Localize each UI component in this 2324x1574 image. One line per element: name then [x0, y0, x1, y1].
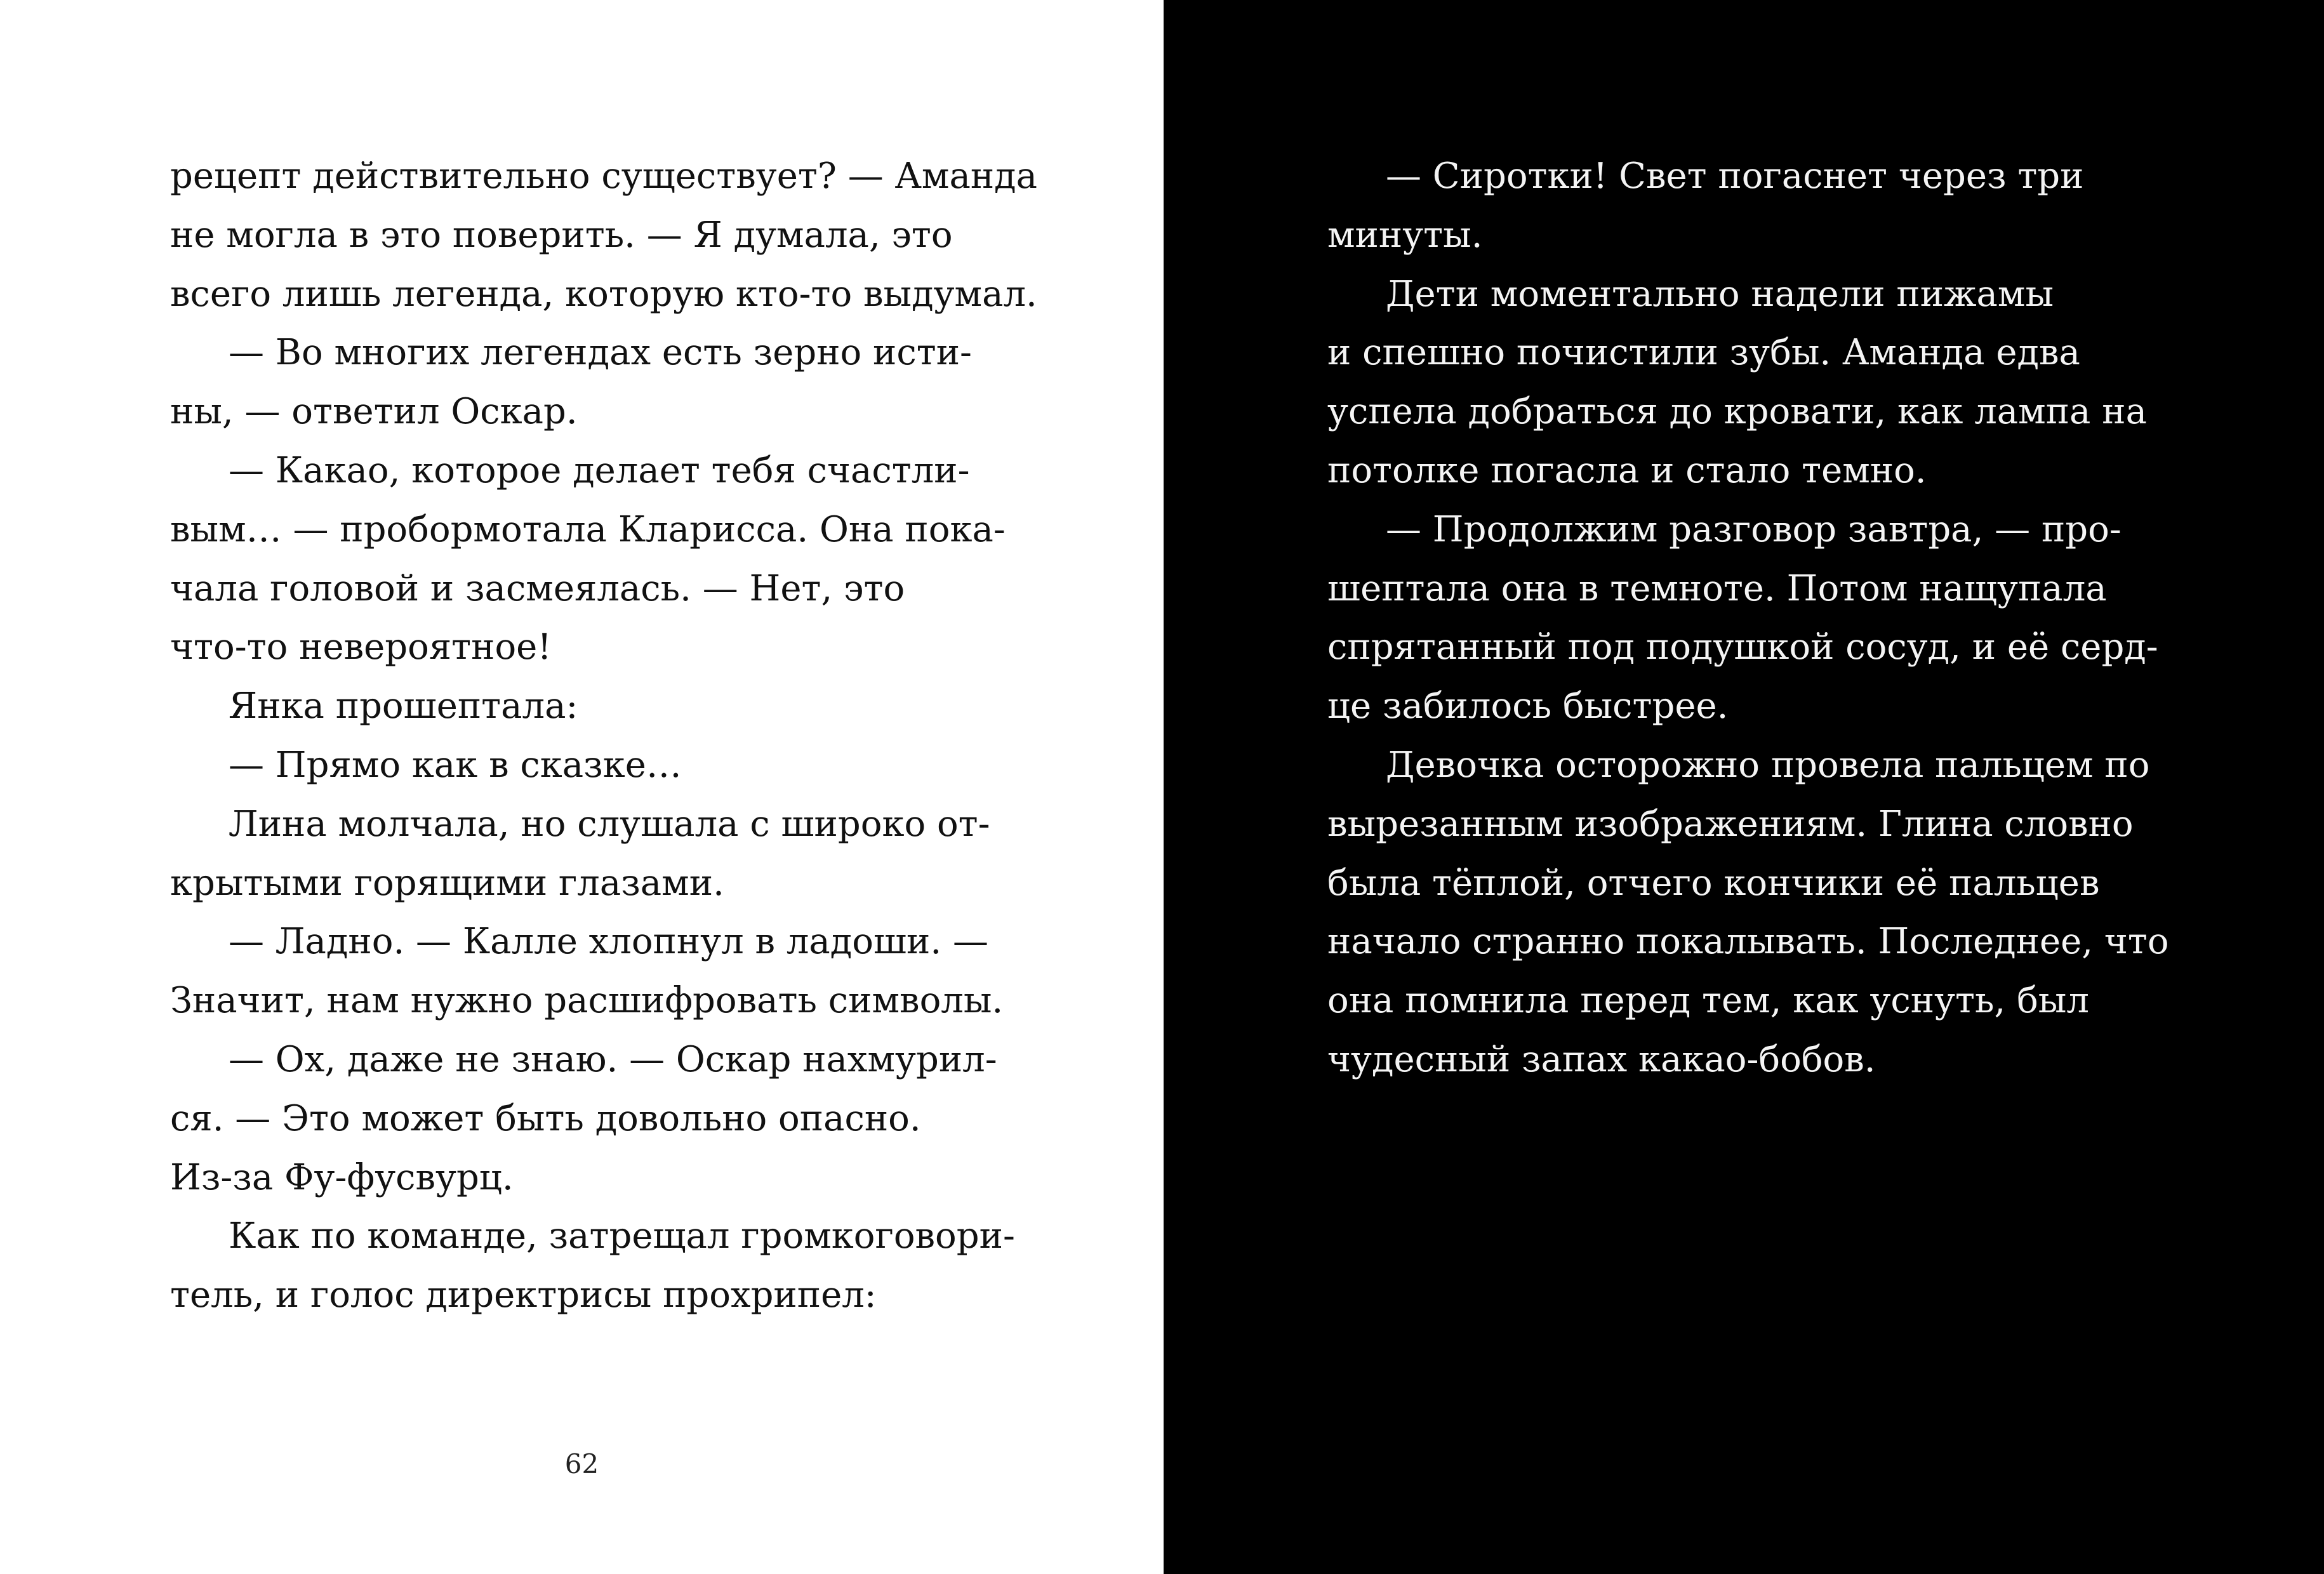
text-line: была тёплой, отчего кончики её пальцев	[1327, 862, 2100, 904]
text-line: минуты.	[1327, 214, 1483, 256]
text-line: тель, и голос директрисы прохрипел:	[170, 1274, 877, 1316]
text-line: ны, — ответил Оскар.	[170, 391, 578, 433]
text-line: Лина молчала, но слушала с широко от-	[229, 803, 990, 845]
text-line: крытыми горящими глазами.	[170, 862, 724, 904]
text-line: не могла в это поверить. — Я думала, это	[170, 214, 953, 256]
text-line: вырезанным изображениям. Глина словно	[1327, 803, 2134, 845]
text-line: спрятанный под подушкой сосуд, и её серд-	[1327, 626, 2158, 668]
text-line: Девочка осторожно провела пальцем по	[1386, 744, 2150, 786]
text-line: Из-за Фу-фусвурц.	[170, 1156, 514, 1198]
text-line: и спешно почистили зубы. Аманда едва	[1327, 332, 2080, 374]
text-line: — Ладно. — Калле хлопнул в ладоши. —	[229, 921, 988, 963]
text-line: рецепт действительно существует? — Аманда	[170, 155, 1038, 197]
text-line: она помнила перед тем, как уснуть, был	[1327, 980, 2089, 1022]
text-line: Дети моментально надели пижамы	[1386, 273, 2054, 315]
text-line: Как по команде, затрещал громкоговори-	[229, 1215, 1015, 1257]
text-line: начало странно покалывать. Последнее, что	[1327, 921, 2169, 963]
text-line: — Прямо как в сказке…	[229, 744, 682, 786]
text-line: чудесный запах какао-бобов.	[1327, 1038, 1876, 1080]
text-line: ся. — Это может быть довольно опасно.	[170, 1097, 921, 1139]
text-line: Значит, нам нужно расшифровать символы.	[170, 980, 1004, 1022]
right-page	[1164, 0, 2324, 1574]
text-line: — Продолжим разговор завтра, — про-	[1386, 508, 2121, 550]
text-line: — Во многих легендах есть зерно исти-	[229, 332, 972, 374]
left-page-text	[170, 147, 1072, 1325]
text-line: всего лишь легенда, которую кто-то выдумал.	[170, 273, 1037, 315]
text-line: — Сиротки! Свет погаснет через три	[1386, 155, 2084, 197]
page-number: 62	[564, 1448, 599, 1479]
text-line: успела добраться до кровати, как лампа на	[1327, 391, 2147, 433]
text-line: потолке погасла и стало темно.	[1327, 449, 1927, 491]
text-line: что-то невероятное!	[170, 626, 552, 668]
text-line: — Ох, даже не знаю. — Оскар нахмурил-	[229, 1038, 997, 1080]
text-line: Янка прошептала:	[229, 685, 578, 727]
text-line: вым… — пробормотала Кларисса. Она пока-	[170, 508, 1006, 550]
text-line: це забилось быстрее.	[1327, 685, 1729, 727]
text-line: — Какао, которое делает тебя счастли-	[229, 449, 970, 491]
text-line: чала головой и засмеялась. — Нет, это	[170, 567, 905, 609]
right-page-text	[1327, 147, 2229, 1090]
text-line: шептала она в темноте. Потом нащупала	[1327, 567, 2107, 609]
